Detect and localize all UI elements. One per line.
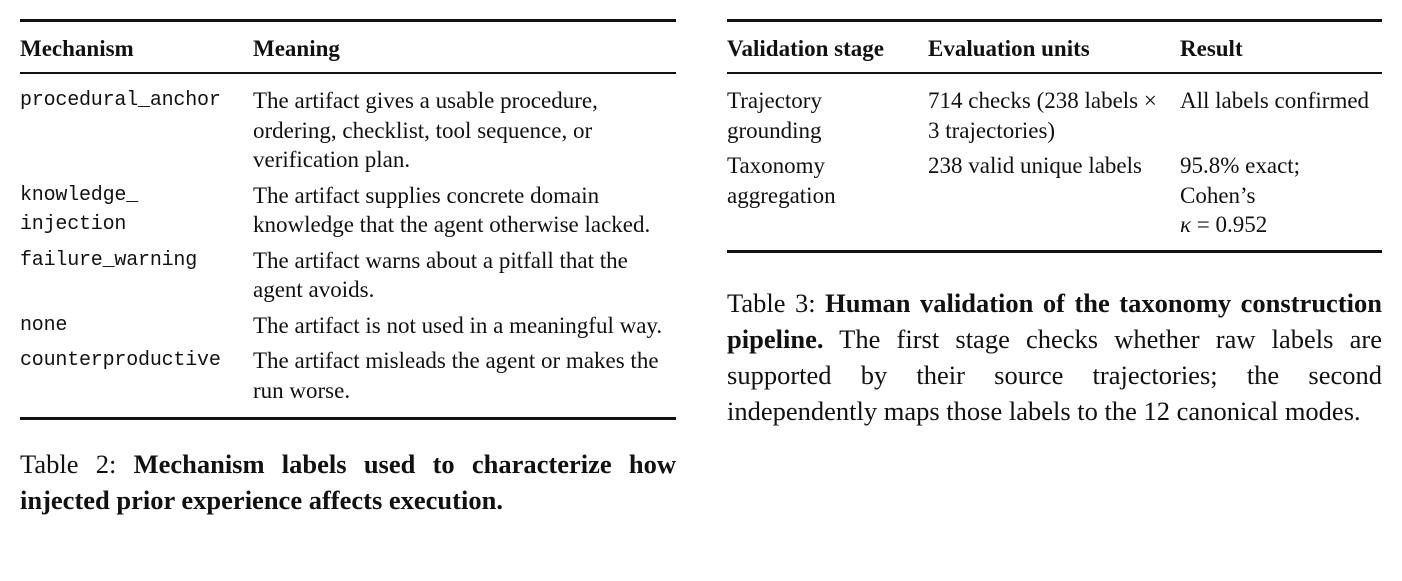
column-header-validation-stage: Validation stage xyxy=(727,21,928,74)
meaning-cell: The artifact supplies concrete domain knowledge that the agent otherwise lacked. xyxy=(253,182,651,237)
meaning-cell: The artifact is not used in a meaningful way. xyxy=(253,312,663,338)
caption-body: The first stage checks whether raw labels are supported by their source trajectories; the second independently maps those labels to the 12 canonical modes. xyxy=(727,323,1382,426)
table3-block xyxy=(727,0,1382,429)
table-header-row xyxy=(20,21,676,74)
caption-label: Table 3: xyxy=(727,287,816,318)
kappa-value: = 0.952 xyxy=(1191,212,1268,237)
table-row xyxy=(20,73,676,181)
caption-title: Human validation of the taxonomy construction pipeline. xyxy=(727,287,1382,354)
result-cell xyxy=(1180,151,1382,251)
table-row xyxy=(20,346,676,419)
mechanism-cell: procedural_anchor xyxy=(20,89,221,112)
table3-caption xyxy=(727,285,1382,429)
table-row xyxy=(20,246,676,311)
result-text: 95.8% exact; Cohen’s xyxy=(1180,153,1301,208)
kappa-symbol: κ xyxy=(1180,212,1192,237)
units-cell: 238 valid unique labels xyxy=(928,153,1142,178)
mechanism-cell: failure_warning xyxy=(20,248,198,272)
stage-cell: Trajectory grounding xyxy=(727,88,822,143)
units-cell: 714 checks (238 labels × 3 trajectories) xyxy=(928,88,1157,143)
mechanism-cell: none xyxy=(20,313,68,337)
result-cell: All labels confirmed xyxy=(1180,88,1370,113)
table-row xyxy=(20,311,676,347)
column-header-meaning: Meaning xyxy=(253,21,676,74)
table-row xyxy=(727,151,1382,251)
stage-cell: Taxonomy aggregation xyxy=(727,153,836,208)
human-validation-table xyxy=(727,19,1382,253)
table-header-row xyxy=(727,21,1382,74)
meaning-cell: The artifact misleads the agent or makes the run worse. xyxy=(253,348,659,403)
column-header-mechanism: Mechanism xyxy=(20,21,253,74)
table2-caption xyxy=(20,446,676,518)
mechanism-labels-table xyxy=(20,19,676,420)
column-header-result: Result xyxy=(1180,21,1382,74)
column-header-evaluation-units: Evaluation units xyxy=(928,21,1180,74)
mechanism-cell: counterproductive xyxy=(20,349,221,372)
caption-title: Mechanism labels used to characterize how injected prior experience affects execution. xyxy=(20,449,677,515)
meaning-cell: The artifact warns about a pitfall that the agent avoids. xyxy=(253,247,628,302)
mechanism-cell: knowledge_ injection xyxy=(20,183,139,236)
table-row xyxy=(20,181,676,246)
table2-block xyxy=(20,0,676,518)
table-row xyxy=(727,73,1382,151)
caption-label: Table 2: xyxy=(20,449,117,479)
meaning-cell: The artifact gives a usable procedure, ordering, checklist, tool sequence, or verification plan. xyxy=(253,88,598,172)
